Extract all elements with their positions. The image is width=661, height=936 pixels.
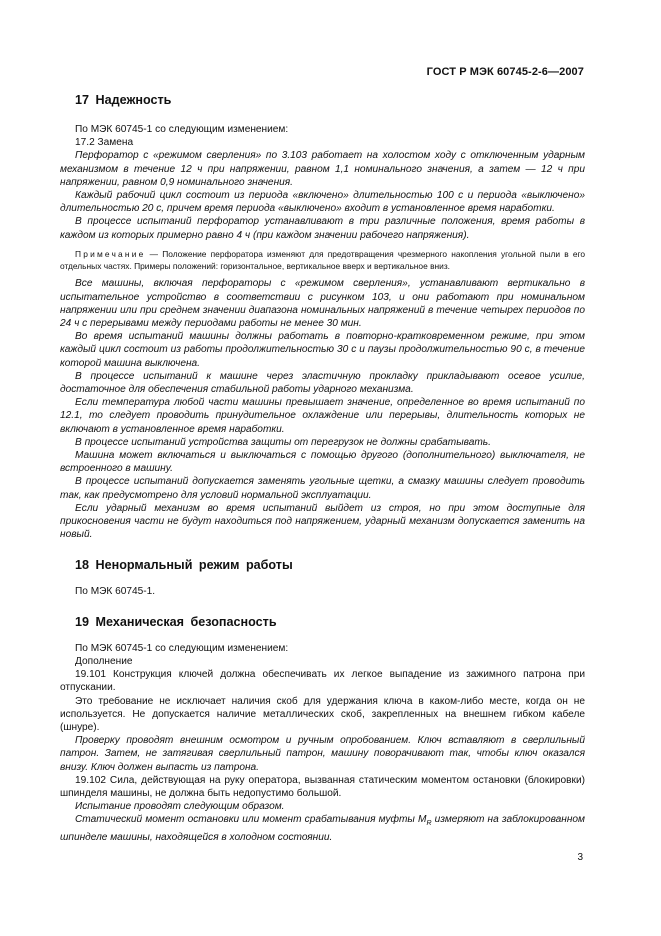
torque-text-b: измеряют на заблокированном шпинделе машины, находящейся в холодном состоянии. <box>60 814 585 843</box>
note-text: — Положение перфоратора изменяют для предотвращения чрезмерного накопления угольной пыли в его отдельных частях. Примеры положений: горизонтальное, вертикальное вверх и вертикальное вниз. <box>60 248 585 272</box>
section-17-paragraph: В процессе испытаний допускается заменять угольные щетки, а смазку машины следует проводить так, как предусмотрено для условий нормальной эксплуатации. <box>60 476 585 501</box>
torque-subscript: R <box>426 820 432 828</box>
clause-19-101: 19.101 Конструкция ключей должна обеспечивать их легкое выпадение из зажимного патрона при отпускании. <box>60 669 585 694</box>
section-19-paragraph: Проверку проводят внешним осмотром и ручным опробованием. Ключ вставляют в сверлильный патрон. Затем, не затягивая сверлильный патрон, машину поворачивают так, чтобы ключ оказался внизу. Ключ должен выпасть из патрона. <box>60 735 585 773</box>
section-19-paragraph: Испытание проводят следующим образом. <box>75 801 285 813</box>
section-17-paragraph: Если температура любой части машины превышает значение, определенное во время испытаний по 12.1, то следует проводить принудительное охлаждение или перерывы, длительность которых не включают в установленное время наработки. <box>60 397 585 435</box>
section-19-sub-label: Дополнение <box>75 655 133 667</box>
section-19-paragraph <box>60 813 585 843</box>
standard-code: ГОСТ Р МЭК 60745-2-6—2007 <box>426 66 584 78</box>
section-17-intro: По МЭК 60745-1 со следующим изменением: <box>75 124 289 135</box>
section-19-intro: По МЭК 60745-1 со следующим изменением: <box>75 642 289 654</box>
section-18-intro: По МЭК 60745-1. <box>75 586 156 598</box>
section-19-title: 19 Механическая безопасность <box>75 614 277 629</box>
section-19-paragraph: Это требование не исключает наличия скоб для удержания ключа в каком-либо месте, когда он не используется. Не допускается наличие металлических скоб, закрепленных на внешнем гибком кабеле (шнуре). <box>60 695 585 733</box>
section-17-title: 17 Надежность <box>75 93 172 107</box>
section-17-paragraph: Машина может включаться и выключаться с помощью другого (дополнительного) выключателя, не встроенного в машину. <box>60 450 585 475</box>
section-18-title: 18 Ненормальный режим работы <box>75 558 293 573</box>
section-17-paragraph: Если ударный механизм во время испытаний выйдет из строя, но при этом доступные для прикосновения части не будут находиться под напряжением, ударный механизм допускается заменить на новый. <box>60 502 585 541</box>
section-17-paragraph: Каждый рабочий цикл состоит из периода «включено» длительностью 100 с и периода «выключено» длительностью 20 с, причем время периода «выключено» входит в установленное время наработки. <box>60 190 585 215</box>
section-17-paragraph: Все машины, включая перфораторы с «режимом сверления», устанавливают вертикально в испытательное устройство в соответствии с рисунком 103, и они работают при номинальном напряжении или при среднем значении диапазона номинальных напряжений в течение четырех периодов по 24 ч с перерывами между периодами работы не менее 30 мин. <box>60 278 585 330</box>
page-content <box>60 92 585 844</box>
torque-text-a: Статический момент остановки или момент срабатывания муфты M <box>75 814 427 826</box>
clause-19-102: 19.102 Сила, действующая на руку оператора, вызванная статическим моментом остановки (блокировки) шпинделя машины, не должна быть недопустимо большой. <box>60 774 585 799</box>
section-17-sub-label: 17.2 Замена <box>75 137 134 149</box>
page-number: 3 <box>577 852 583 863</box>
note <box>60 248 585 273</box>
section-17-paragraph: Во время испытаний машины должны работать в повторно-кратковременном режиме, при этом каждый цикл состоит из работы продолжительностью 30 с и паузы продолжительностью 90 с, в течение которой машина выключена. <box>60 331 585 369</box>
section-17-paragraph: Перфоратор с «режимом сверления» по 3.103 работает на холостом ходу с отключенным ударным механизмом в течение 12 ч при напряжении, равном 1,1 номинального значения, а затем — 12 ч при напряжении, равном 0,9 номинального значения. <box>60 150 585 188</box>
section-17-paragraph: В процессе испытаний к машине через эластичную прокладку прикладывают осевое усилие, достаточное для обеспечения стабильной работы ударного механизма. <box>60 370 585 396</box>
note-label: Примечание <box>75 248 146 259</box>
section-17-paragraph: В процессе испытаний перфоратор устанавливают в три различные положения, время работы в каждом из которых примерно равно 4 ч (при каждом значении рабочего напряжения). <box>60 216 585 241</box>
section-17-paragraph: В процессе испытаний устройства защиты от перегрузок не должны срабатывать. <box>75 436 491 448</box>
